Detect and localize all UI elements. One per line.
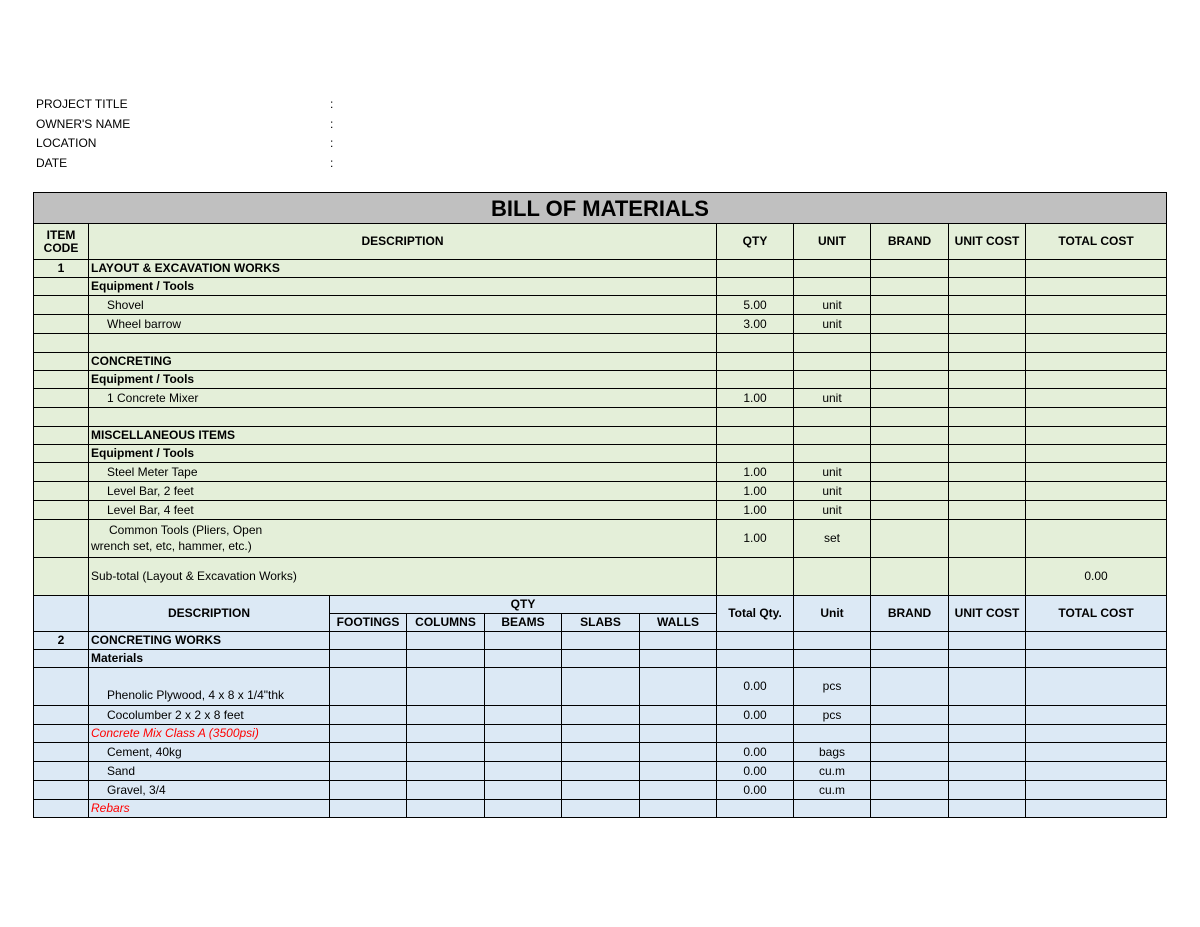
section-heading: LAYOUT & EXCAVATION WORKS bbox=[89, 260, 717, 278]
col-total-cost-2: TOTAL COST bbox=[1026, 596, 1167, 632]
table-row bbox=[34, 260, 1167, 278]
subtotal-row bbox=[34, 558, 1167, 596]
item-qty: 1.00 bbox=[717, 501, 794, 520]
col-brand: BRAND bbox=[871, 224, 949, 260]
table-row bbox=[34, 353, 1167, 371]
item-unit: pcs bbox=[794, 668, 871, 706]
item-qty: 5.00 bbox=[717, 296, 794, 315]
table-row bbox=[34, 315, 1167, 334]
bill-of-materials-table bbox=[33, 192, 1167, 818]
location-label: LOCATION bbox=[36, 136, 97, 150]
table-row bbox=[34, 427, 1167, 445]
col-unit-cost-2: UNIT COST bbox=[949, 596, 1026, 632]
item-qty: 0.00 bbox=[717, 743, 794, 762]
col-item-code: ITEM CODE bbox=[34, 224, 89, 260]
col-total-qty: Total Qty. bbox=[717, 596, 794, 632]
owner-name-colon: : bbox=[330, 117, 334, 131]
table-row bbox=[34, 501, 1167, 520]
item-qty: 0.00 bbox=[717, 781, 794, 800]
item-description: Wheel barrow bbox=[89, 315, 717, 334]
table-row bbox=[34, 520, 1167, 558]
subheading: Materials bbox=[89, 650, 330, 668]
col-beams: BEAMS bbox=[485, 614, 562, 632]
item-unit: bags bbox=[794, 743, 871, 762]
col-walls: WALLS bbox=[640, 614, 717, 632]
table-row bbox=[34, 725, 1167, 743]
col-description: DESCRIPTION bbox=[89, 224, 717, 260]
table-row bbox=[34, 278, 1167, 296]
concrete-mix-heading: Concrete Mix Class A (3500psi) bbox=[89, 725, 330, 743]
item-unit: pcs bbox=[794, 706, 871, 725]
item-description: Shovel bbox=[89, 296, 717, 315]
location-colon: : bbox=[330, 136, 334, 150]
col-unit-cost: UNIT COST bbox=[949, 224, 1026, 260]
table-title: BILL OF MATERIALS bbox=[34, 193, 1167, 224]
date-label: DATE bbox=[36, 156, 68, 170]
item-unit: unit bbox=[794, 315, 871, 334]
item-description: Steel Meter Tape bbox=[89, 463, 717, 482]
col-qty-group: QTY bbox=[330, 596, 717, 614]
subheading: Equipment / Tools bbox=[89, 371, 717, 389]
section-heading: CONCRETING WORKS bbox=[89, 632, 330, 650]
item-description: Cocolumber 2 x 2 x 8 feet bbox=[89, 706, 330, 725]
table-row bbox=[34, 800, 1167, 818]
item-unit: unit bbox=[794, 482, 871, 501]
item-unit: unit bbox=[794, 463, 871, 482]
section-heading: MISCELLANEOUS ITEMS bbox=[89, 427, 717, 445]
table-row bbox=[34, 668, 1167, 706]
table-row bbox=[34, 743, 1167, 762]
item-description: Level Bar, 4 feet bbox=[89, 501, 717, 520]
common-tools-line1: Common Tools (Pliers, Open bbox=[109, 523, 263, 537]
item-description: Level Bar, 2 feet bbox=[89, 482, 717, 501]
table-row bbox=[34, 408, 1167, 427]
table-row bbox=[34, 389, 1167, 408]
owner-name-label: OWNER'S NAME bbox=[36, 117, 131, 131]
col-description-2: DESCRIPTION bbox=[89, 596, 330, 632]
project-title-colon: : bbox=[330, 97, 334, 111]
table-row bbox=[34, 706, 1167, 725]
table-row bbox=[34, 762, 1167, 781]
item-qty: 1.00 bbox=[717, 463, 794, 482]
item-description: 1 Concrete Mixer bbox=[89, 389, 717, 408]
table-row bbox=[34, 632, 1167, 650]
item-qty: 1.00 bbox=[717, 482, 794, 501]
table-row bbox=[34, 296, 1167, 315]
item-code-cell: 2 bbox=[34, 632, 89, 650]
subheading: Equipment / Tools bbox=[89, 278, 717, 296]
col-unit: UNIT bbox=[794, 224, 871, 260]
subtotal-label: Sub-total (Layout & Excavation Works) bbox=[89, 558, 717, 596]
item-description: Sand bbox=[89, 762, 330, 781]
section-heading: CONCRETING bbox=[89, 353, 717, 371]
col-slabs: SLABS bbox=[562, 614, 640, 632]
col-total-cost: TOTAL COST bbox=[1026, 224, 1167, 260]
subtotal-value: 0.00 bbox=[1026, 558, 1167, 596]
item-qty: 1.00 bbox=[717, 389, 794, 408]
table-row bbox=[34, 781, 1167, 800]
table-row bbox=[34, 463, 1167, 482]
item-qty: 1.00 bbox=[717, 520, 794, 558]
col-columns: COLUMNS bbox=[407, 614, 485, 632]
item-qty: 3.00 bbox=[717, 315, 794, 334]
item-unit: unit bbox=[794, 501, 871, 520]
item-code-cell: 1 bbox=[34, 260, 89, 278]
item-description: Gravel, 3/4 bbox=[89, 781, 330, 800]
col-brand-2: BRAND bbox=[871, 596, 949, 632]
col-qty: QTY bbox=[717, 224, 794, 260]
item-qty: 0.00 bbox=[717, 762, 794, 781]
table-row bbox=[34, 650, 1167, 668]
project-header bbox=[36, 97, 356, 177]
item-unit: unit bbox=[794, 389, 871, 408]
col-footings: FOOTINGS bbox=[330, 614, 407, 632]
item-description: Phenolic Plywood, 4 x 8 x 1/4"thk bbox=[89, 668, 330, 706]
table-row bbox=[34, 482, 1167, 501]
item-description: Cement, 40kg bbox=[89, 743, 330, 762]
item-unit: cu.m bbox=[794, 762, 871, 781]
table-row bbox=[34, 334, 1167, 353]
item-unit: cu.m bbox=[794, 781, 871, 800]
project-title-label: PROJECT TITLE bbox=[36, 97, 128, 111]
item-description bbox=[89, 520, 717, 558]
item-unit: set bbox=[794, 520, 871, 558]
col-unit-2: Unit bbox=[794, 596, 871, 632]
subheading: Equipment / Tools bbox=[89, 445, 717, 463]
common-tools-line2: wrench set, etc, hammer, etc.) bbox=[91, 539, 252, 553]
rebars-heading: Rebars bbox=[89, 800, 330, 818]
date-colon: : bbox=[330, 156, 334, 170]
table-row bbox=[34, 445, 1167, 463]
item-unit: unit bbox=[794, 296, 871, 315]
item-qty: 0.00 bbox=[717, 668, 794, 706]
table-row bbox=[34, 371, 1167, 389]
item-qty: 0.00 bbox=[717, 706, 794, 725]
